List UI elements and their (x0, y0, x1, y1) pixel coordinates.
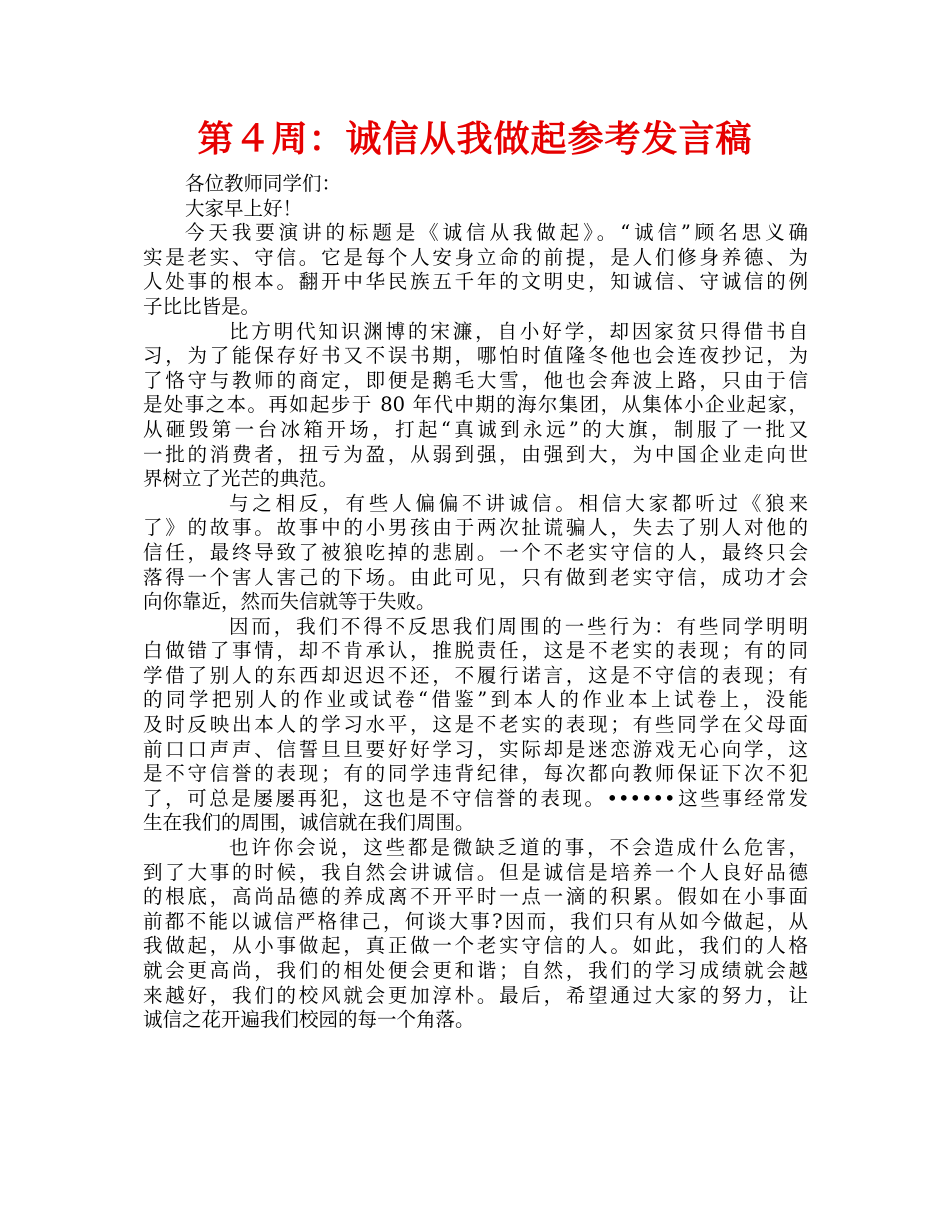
speech-line: 的同学把别人的作业或试卷“借鉴”到本人的作业本上试卷上，没能 (143, 688, 808, 712)
speech-line: 比方明代知识渊博的宋濂，自小好学，却因家贫只得借书自 (229, 319, 808, 343)
speech-line: 生在我们的周围，诚信就在我们周围。 (143, 811, 475, 835)
speech-line: 一批的消费者，扭亏为盈，从弱到强，由强到大，为中国企业走向世 (143, 442, 808, 466)
speech-line: 诚信之花开遍我们校园的每一个角落。 (143, 1008, 475, 1032)
speech-line: 今天我要演讲的标题是《诚信从我做起》。“诚信”顾名思义确 (185, 221, 808, 245)
speech-line: 是处事之本。再如起步于 80 年代中期的海尔集团，从集体小企业起家， (143, 393, 808, 417)
speech-line: 也许你会说，这些都是微缺乏道的事，不会造成什么危害， (229, 836, 808, 860)
speech-line: 前都不能以诚信严格律己，何谈大事?因而，我们只有从如今做起，从 (143, 909, 808, 933)
speech-line: 学借了别人的东西却迟迟不还，不履行诺言，这是不守信的表现；有 (143, 663, 808, 687)
speech-line: 到了大事的时候，我自然会讲诚信。但是诚信是培养一个人良好品德 (143, 860, 808, 884)
speech-body (143, 172, 808, 1033)
page-title: 第４周：诚信从我做起参考发言稿 (197, 119, 753, 160)
speech-line: 落得一个害人害己的下场。由此可见，只有做到老实守信，成功才会 (143, 565, 808, 589)
speech-line: 了》的故事。故事中的小男孩由于两次扯谎骗人，失去了别人对他的 (143, 516, 808, 540)
speech-line: 各位教师同学们： (185, 172, 342, 195)
speech-line: 大家早上好！ (185, 196, 303, 220)
speech-line: 的根底，高尚品德的养成离不开平时一点一滴的积累。假如在小事面 (143, 885, 808, 909)
speech-line: 及时反映出本人的学习水平，这是不老实的表现；有些同学在父母面 (143, 713, 808, 737)
speech-line: 因而，我们不得不反思我们周围的一些行为：有些同学明明 (229, 614, 808, 638)
speech-line: 了，可总是屡屡再犯，这也是不守信誉的表现。••••••这些事经常发 (143, 786, 808, 810)
speech-line: 向你靠近，然而失信就等于失败。 (143, 590, 436, 614)
speech-line: 实是老实、守信。它是每个人安身立命的前提，是人们修身养德、为 (143, 245, 808, 269)
speech-line: 界树立了光芒的典范。 (143, 467, 339, 491)
speech-line: 白做错了事情，却不肯承认，推脱责任，这是不老实的表现；有的同 (143, 639, 808, 663)
speech-line: 了恪守与教师的商定，即便是鹅毛大雪，他也会奔波上路，只由于信 (143, 368, 808, 392)
speech-line: 我做起，从小事做起，真正做一个老实守信的人。如此，我们的人格 (143, 934, 808, 958)
speech-line: 信任，最终导致了被狼吃掉的悲剧。一个不老实守信的人，最终只会 (143, 540, 808, 564)
speech-line: 与之相反，有些人偏偏不讲诚信。相信大家都听过《狼来 (229, 491, 808, 515)
speech-line: 来越好，我们的校风就会更加淳朴。最后，希望通过大家的努力，让 (143, 983, 808, 1007)
speech-line: 前口口声声、信誓旦旦要好好学习，实际却是迷恋游戏无心向学，这 (143, 737, 808, 761)
speech-line: 是不守信誉的表现；有的同学违背纪律，每次都向教师保证下次不犯 (143, 762, 808, 786)
speech-line: 人处事的根本。翻开中华民族五千年的文明史，知诚信、守诚信的例 (143, 270, 808, 294)
speech-line: 从砸毁第一台冰箱开场，打起“真诚到永远”的大旗，制服了一批又 (143, 417, 808, 441)
speech-line: 习，为了能保存好书又不误书期，哪怕时值隆冬他也会连夜抄记，为 (143, 344, 808, 368)
speech-line: 就会更高尚，我们的相处便会更和谐；自然，我们的学习成绩就会越 (143, 959, 808, 982)
speech-line: 子比比皆是。 (143, 294, 261, 318)
